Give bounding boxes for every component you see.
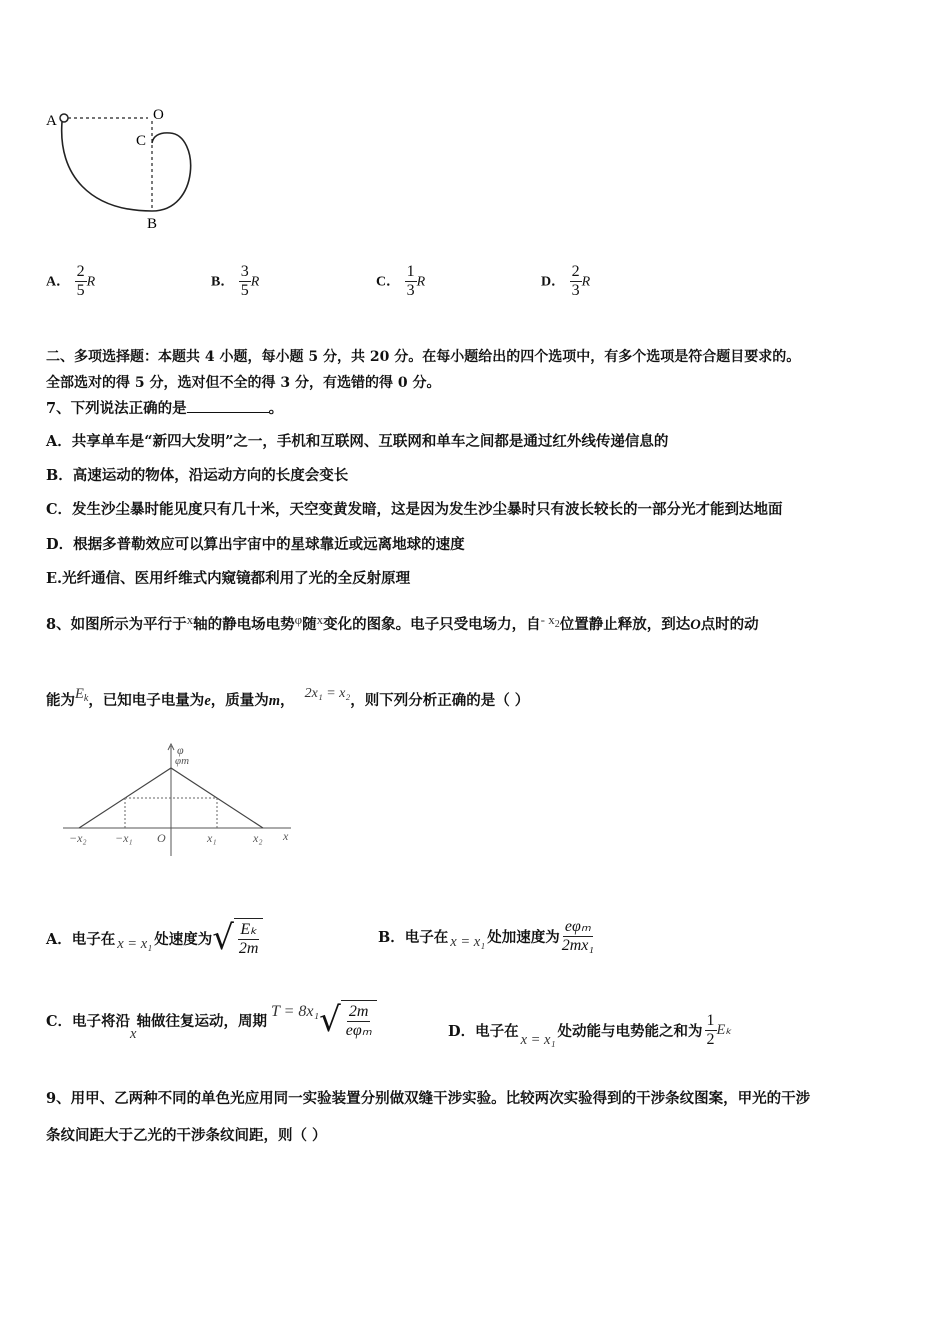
denominator: 2 bbox=[706, 1031, 715, 1048]
numerator: eφₘ bbox=[564, 918, 591, 935]
math-e: e bbox=[204, 693, 211, 709]
y-axis-label: φ bbox=[177, 743, 184, 757]
option-letter: B． bbox=[211, 274, 235, 290]
q9-line1: 9、用甲、乙两种不同的单色光应用同一实验装置分别做双缝干涉实验。比较两次实验得到的干涉条纹图案，甲光的干涉 bbox=[46, 1090, 811, 1107]
q8-stem-line2 bbox=[46, 686, 529, 710]
q8-text: 变化的图象。电子只受电场力，自 bbox=[323, 616, 541, 633]
q8-text: 位置静止释放，到达 bbox=[559, 616, 691, 633]
math-condition: x = x₁ bbox=[450, 934, 486, 950]
option-c-text: 轴做往复运动，周期 bbox=[136, 1012, 267, 1030]
math-condition: x = x₁ bbox=[117, 935, 153, 952]
x-tick-label: −x₂ bbox=[69, 831, 87, 845]
math-neg-x2 bbox=[540, 612, 560, 630]
ek-letter: E bbox=[75, 686, 84, 702]
label-c: C bbox=[136, 133, 147, 149]
q7-option-e: E.光纤通信、医用纤维式内窥镜都利用了光的全反射原理 bbox=[46, 570, 411, 587]
q8-text: ，质量为 bbox=[210, 692, 269, 709]
q7-stem-end: 。 bbox=[268, 400, 284, 417]
q7-stem bbox=[46, 397, 283, 418]
chart-layer bbox=[63, 743, 291, 856]
q7-option-a: A．共享单车是“新四大发明”之一，手机和互联网、互联网和单车之间都是通过红外线传递信息的 bbox=[46, 433, 669, 450]
denominator: 2mx₁ bbox=[561, 937, 594, 954]
q8-text: 8、如图所示为平行于 bbox=[46, 616, 187, 633]
subscript: k bbox=[83, 693, 89, 704]
q8-option-b bbox=[378, 918, 596, 955]
option-a-label: A．电子在 bbox=[46, 930, 116, 948]
fraction bbox=[239, 263, 251, 300]
label-b: B bbox=[147, 216, 158, 232]
radicand bbox=[234, 918, 264, 958]
q8-text: 轴的静电场电势 bbox=[193, 616, 295, 633]
fraction bbox=[705, 1012, 717, 1049]
math-o: O bbox=[690, 617, 701, 633]
variable-r: R bbox=[581, 274, 591, 290]
q8-text: 随 bbox=[302, 616, 317, 633]
q8-option-c bbox=[46, 1000, 377, 1040]
x-axis-label: x bbox=[283, 829, 289, 843]
fraction bbox=[560, 918, 596, 955]
q8-text: ， bbox=[280, 692, 295, 709]
x-tick-label: −x₁ bbox=[115, 831, 133, 845]
fraction bbox=[237, 921, 261, 958]
subscript: 2 bbox=[554, 619, 560, 630]
x-tick-label: O bbox=[157, 831, 166, 845]
x-tick-label: x₂ bbox=[253, 831, 263, 845]
q7-stem-text: 7、下列说法正确的是 bbox=[46, 400, 187, 417]
q8-text: 能为 bbox=[46, 692, 75, 709]
point-a-circle bbox=[60, 114, 68, 122]
numerator: 2 bbox=[76, 263, 85, 280]
numerator: 2 bbox=[571, 263, 580, 280]
option-c-label: C．电子将沿 bbox=[46, 1012, 131, 1030]
sqrt-expression bbox=[319, 1000, 377, 1040]
option-d-text: 处动能与电势能之和为 bbox=[557, 1023, 703, 1040]
math-period: T = 8x₁ bbox=[270, 1003, 320, 1020]
q8-stem-line1 bbox=[46, 612, 759, 634]
option-letter: A． bbox=[46, 274, 71, 290]
q8-text: ，已知电子电量为 bbox=[88, 692, 205, 709]
option-letter: C． bbox=[376, 274, 401, 290]
q6-option-d bbox=[541, 263, 590, 300]
variable-r: R bbox=[416, 274, 426, 290]
option-b-text: 处加速度为 bbox=[487, 929, 560, 946]
q8-text: 点时的动 bbox=[700, 616, 759, 633]
option-letter: D． bbox=[541, 274, 566, 290]
radical-sign: √ bbox=[319, 1000, 341, 1040]
option-b-label: B．电子在 bbox=[378, 929, 449, 946]
fraction bbox=[570, 263, 582, 300]
q7-option-b: B．高速运动的物体，沿运动方向的长度会变长 bbox=[46, 467, 349, 484]
math-relation: 2x₁ = x₂ bbox=[304, 686, 351, 701]
math-x: x bbox=[186, 612, 194, 627]
numerator: 1 bbox=[706, 1012, 715, 1029]
denominator: 3 bbox=[406, 282, 415, 299]
numerator: 3 bbox=[240, 263, 249, 280]
fraction bbox=[75, 263, 87, 300]
x-tick-label: x₁ bbox=[207, 831, 217, 845]
answer-blank bbox=[187, 398, 269, 413]
denominator: eφₘ bbox=[345, 1022, 372, 1039]
phi-x-chart bbox=[55, 740, 305, 860]
math-axis-x: x bbox=[130, 1025, 137, 1042]
section2-line1: 二、多项选择题：本题共 4 小题，每小题 5 分，共 20 分。在每小题给出的四个选项中，有多个选项是符合题目要求的。 bbox=[46, 349, 801, 365]
radical-sign: √ bbox=[212, 918, 234, 958]
q7-option-c: C．发生沙尘暴时能见度只有几十米，天空变黄发暗，这是因为发生沙尘暴时只有波长较长的一部分光才能到达地面 bbox=[46, 501, 783, 518]
math-x: x bbox=[316, 612, 324, 627]
label-o: O bbox=[153, 107, 164, 123]
denominator: 5 bbox=[240, 282, 249, 299]
numerator: Eₖ bbox=[240, 921, 257, 938]
variable-r: R bbox=[86, 274, 96, 290]
math-ek: Eₖ bbox=[716, 1022, 732, 1038]
option-a-text: 处速度为 bbox=[154, 930, 213, 948]
label-a: A bbox=[46, 113, 57, 129]
track-curve bbox=[62, 122, 191, 211]
peak-label: φm bbox=[175, 755, 190, 767]
fraction bbox=[344, 1003, 374, 1040]
q9-line2: 条纹间距大于乙光的干涉条纹间距，则（ ） bbox=[46, 1127, 327, 1144]
q8-option-a bbox=[46, 918, 263, 958]
option-d-label: D．电子在 bbox=[448, 1023, 519, 1040]
numerator: 1 bbox=[406, 263, 415, 280]
math-condition: x = x₁ bbox=[520, 1032, 556, 1048]
denominator: 5 bbox=[76, 282, 85, 299]
math-ek bbox=[75, 686, 88, 702]
denominator: 3 bbox=[571, 282, 580, 299]
math-m: m bbox=[268, 693, 281, 709]
variable-r: R bbox=[250, 274, 260, 290]
neg-x: - x bbox=[540, 612, 555, 627]
section2-line2: 全部选对的得 5 分，选对但不全的得 3 分，有选错的得 0 分。 bbox=[46, 375, 441, 391]
q8-option-d bbox=[448, 1012, 732, 1049]
math-phi: φ bbox=[294, 612, 303, 627]
fraction bbox=[405, 263, 417, 300]
q8-text: ，则下列分析正确的是（ ） bbox=[350, 692, 530, 709]
q7-option-d: D．根据多普勒效应可以算出宇宙中的星球靠近或远离地球的速度 bbox=[46, 536, 465, 553]
q6-figure bbox=[40, 95, 210, 235]
sqrt-expression bbox=[212, 918, 263, 958]
numerator: 2m bbox=[348, 1003, 369, 1020]
radicand bbox=[341, 1000, 377, 1040]
q6-option-c bbox=[376, 263, 425, 300]
denominator: 2m bbox=[238, 940, 259, 957]
q6-option-a bbox=[46, 263, 95, 300]
q6-option-b bbox=[211, 263, 259, 300]
